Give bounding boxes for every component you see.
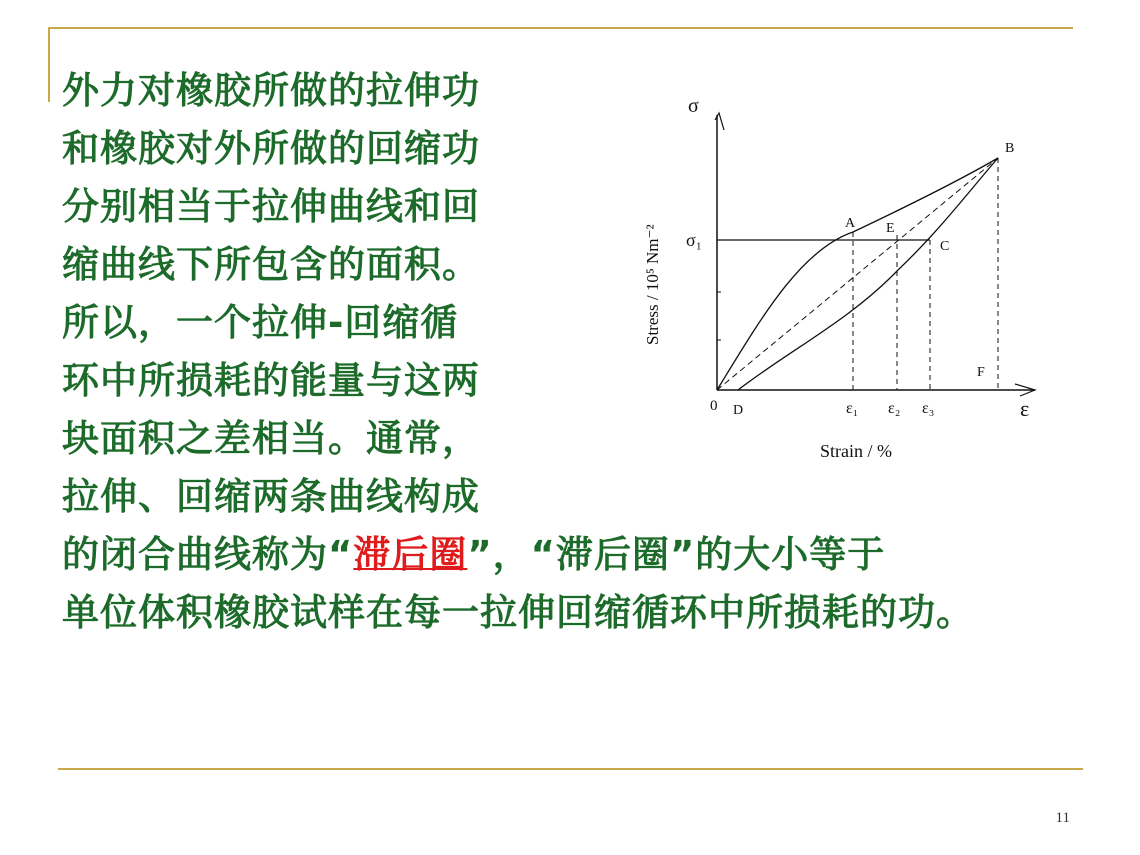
sigma-axis-symbol: σ xyxy=(688,95,699,117)
point-a-label: A xyxy=(845,216,856,231)
epsilon2-tick-label: ε₂ xyxy=(888,400,901,417)
text-line: 分别相当于拉伸曲线和回 xyxy=(62,185,480,228)
epsilon-axis-symbol: ε xyxy=(1020,396,1030,421)
sigma1-label: σ₁ xyxy=(686,230,702,250)
text-line: 和橡胶对外所做的回缩功 xyxy=(62,127,480,170)
point-c-label: C xyxy=(940,239,950,254)
text-line: 外力对橡胶所做的拉伸功 xyxy=(62,69,480,112)
text-line: 拉伸、回缩两条曲线构成 xyxy=(62,475,480,518)
stress-strain-hysteresis-figure xyxy=(620,80,1060,480)
x-axis-label: Strain / % xyxy=(820,441,892,461)
page-number: 11 xyxy=(1055,810,1070,826)
text-segment: ”，“滞后圈”的大小等于 xyxy=(467,533,886,576)
point-d-label: D xyxy=(733,403,744,418)
text-line: 单位体积橡胶试样在每一拉伸回缩循环中所损耗的功。 xyxy=(62,591,974,634)
diagonal-dashed-line xyxy=(717,158,998,390)
point-b-label: B xyxy=(1005,141,1015,156)
epsilon1-tick-label: ε₁ xyxy=(846,400,859,417)
left-rule xyxy=(48,27,50,102)
point-e-label: E xyxy=(886,221,895,236)
bottom-rule xyxy=(58,768,1083,770)
text-line-hysteresis xyxy=(62,526,974,584)
point-f-label: F xyxy=(977,365,985,380)
text-line: 环中所损耗的能量与这两 xyxy=(62,359,480,402)
text-line: 缩曲线下所包含的面积。 xyxy=(62,243,480,286)
text-segment: 的闭合曲线称为“ xyxy=(62,533,354,576)
epsilon3-tick-label: ε₃ xyxy=(922,400,935,417)
y-axis-label: Stress / 10⁵ Nm⁻² xyxy=(643,224,662,345)
hysteresis-loop-term: 滞后圈 xyxy=(353,533,468,576)
text-line: 所以，一个拉伸-回缩循 xyxy=(62,301,459,344)
origin-label: 0 xyxy=(710,398,718,414)
retraction-curve xyxy=(738,158,998,390)
text-line: 块面积之差相当。通常， xyxy=(62,417,480,460)
top-rule xyxy=(48,27,1073,29)
